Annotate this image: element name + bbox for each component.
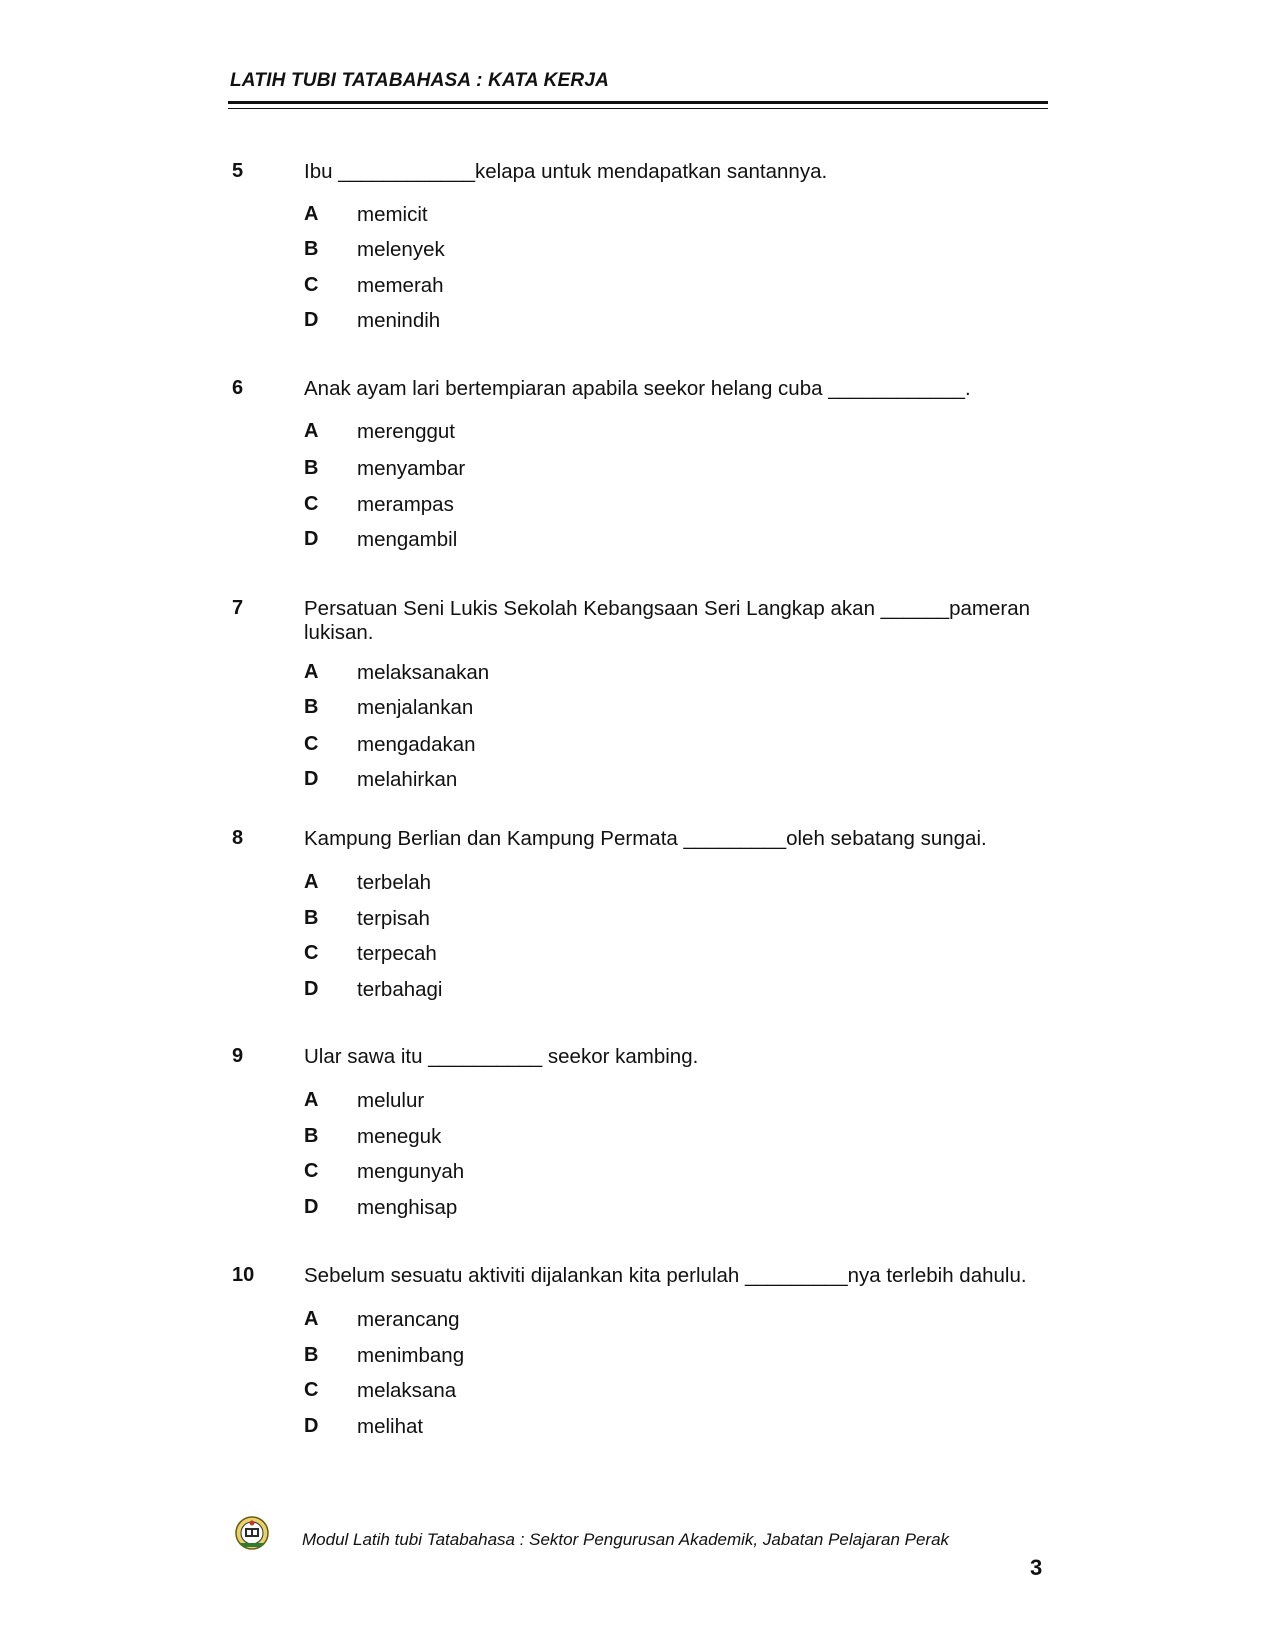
option-text: menindih xyxy=(357,309,441,332)
option-text: melihat xyxy=(357,1415,424,1438)
option-text: menyambar xyxy=(357,457,466,480)
option-letter: C xyxy=(304,1160,319,1182)
question-text: Ibu ____________kelapa untuk mendapatkan santannya. xyxy=(304,160,828,183)
question-number: 9 xyxy=(232,1045,244,1067)
option-text: terpecah xyxy=(357,942,437,965)
option-text: merancang xyxy=(357,1308,460,1331)
option-text: menghisap xyxy=(357,1196,458,1219)
question-number: 8 xyxy=(232,827,244,849)
option-letter: B xyxy=(304,907,319,929)
option-letter: D xyxy=(304,1196,319,1218)
option-letter: D xyxy=(304,309,319,331)
page-header-title: LATIH TUBI TATABAHASA : KATA KERJA xyxy=(230,70,610,91)
question-text: Persatuan Seni Lukis Sekolah Kebangsaan Seri Langkap akan ______pameran lukisan. xyxy=(304,597,1030,644)
option-letter: B xyxy=(304,457,319,479)
option-text: merampas xyxy=(357,493,454,516)
header-rule-thick xyxy=(228,101,1048,104)
question-number: 5 xyxy=(232,160,244,182)
option-letter: C xyxy=(304,942,319,964)
state-crest-icon xyxy=(234,1515,270,1551)
option-text: melahirkan xyxy=(357,768,458,791)
option-letter: B xyxy=(304,238,319,260)
option-letter: D xyxy=(304,1415,319,1437)
option-text: mengambil xyxy=(357,528,458,551)
option-letter: C xyxy=(304,1379,319,1401)
option-text: melenyek xyxy=(357,238,445,261)
question-text: Anak ayam lari bertempiaran apabila seekor helang cuba ____________. xyxy=(304,377,971,400)
page-number: 3 xyxy=(1030,1555,1043,1580)
question-number: 10 xyxy=(232,1264,255,1286)
option-text: menjalankan xyxy=(357,696,474,719)
option-letter: C xyxy=(304,274,319,296)
option-letter: C xyxy=(304,493,319,515)
option-letter: A xyxy=(304,871,319,893)
option-text: terbelah xyxy=(357,871,432,894)
option-letter: D xyxy=(304,768,319,790)
header-rule-thin xyxy=(228,108,1048,109)
option-letter: D xyxy=(304,528,319,550)
option-text: merenggut xyxy=(357,420,456,443)
option-text: melulur xyxy=(357,1089,425,1112)
question-number: 7 xyxy=(232,597,244,619)
option-letter: A xyxy=(304,1089,319,1111)
question-text: Ular sawa itu __________ seekor kambing. xyxy=(304,1045,699,1068)
option-letter: D xyxy=(304,978,319,1000)
option-text: memicit xyxy=(357,203,428,226)
option-text: terbahagi xyxy=(357,978,443,1001)
option-letter: A xyxy=(304,203,319,225)
option-letter: A xyxy=(304,661,319,683)
option-text: melaksanakan xyxy=(357,661,490,684)
option-letter: C xyxy=(304,733,319,755)
question-text: Sebelum sesuatu aktiviti dijalankan kita perlulah _________nya terlebih dahulu. xyxy=(304,1264,1027,1287)
option-text: mengunyah xyxy=(357,1160,465,1183)
option-text: terpisah xyxy=(357,907,430,930)
option-letter: A xyxy=(304,420,319,442)
question-text: Kampung Berlian dan Kampung Permata _________oleh sebatang sungai. xyxy=(304,827,987,850)
option-letter: B xyxy=(304,696,319,718)
option-letter: B xyxy=(304,1344,319,1366)
footer-text: Modul Latih tubi Tatabahasa : Sektor Pengurusan Akademik, Jabatan Pelajaran Perak xyxy=(302,1530,950,1549)
option-text: melaksana xyxy=(357,1379,457,1402)
option-text: memerah xyxy=(357,274,444,297)
option-text: meneguk xyxy=(357,1125,442,1148)
option-letter: B xyxy=(304,1125,319,1147)
question-number: 6 xyxy=(232,377,244,399)
option-letter: A xyxy=(304,1308,319,1330)
option-text: mengadakan xyxy=(357,733,476,756)
option-text: menimbang xyxy=(357,1344,465,1367)
